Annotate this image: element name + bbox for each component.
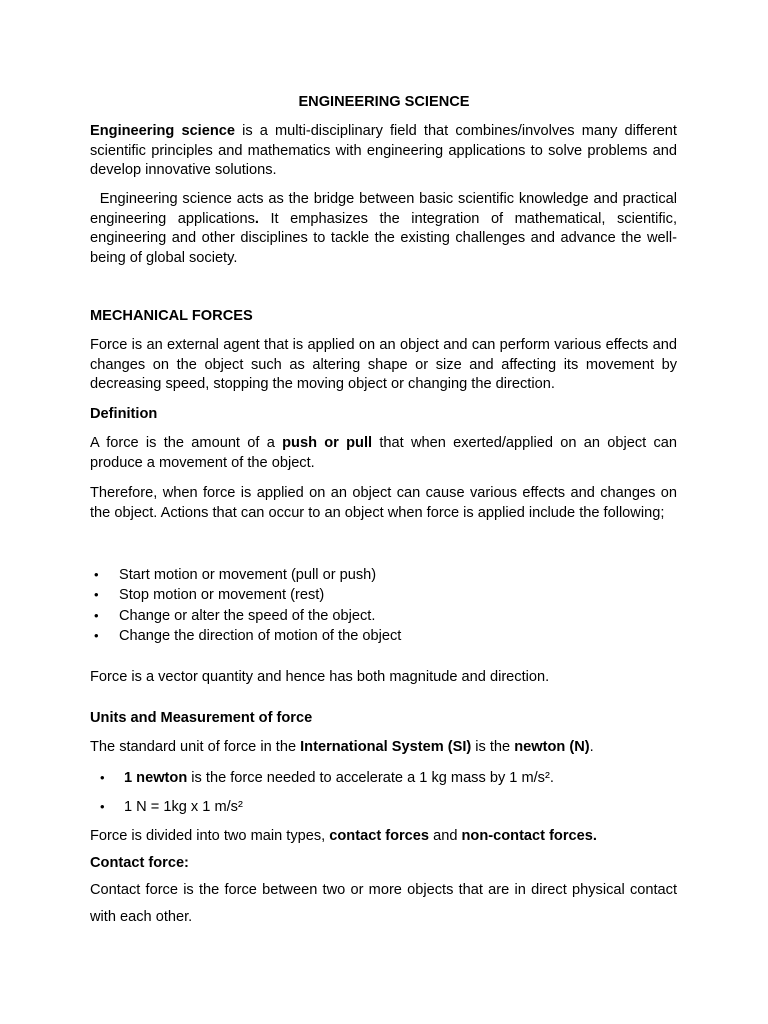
definition-after: that when exerted/applied on an object can produce a movement of the object.: [90, 435, 677, 471]
bridge-period: .: [254, 210, 259, 227]
standard-middle: is the: [471, 739, 515, 755]
newton-def: is the force needed to accelerate a 1 kg mass by 1 m/s².: [187, 770, 554, 786]
standard-after: .: [589, 739, 594, 755]
force-types-paragraph: [90, 827, 677, 847]
list-item: • Change the direction of motion of the object: [90, 626, 677, 646]
contact-force-paragraph: Contact force is the force between two or more objects that are in direct physical contact with each other.: [90, 882, 677, 925]
newton-bold: 1 newton: [124, 770, 188, 786]
vector-paragraph: Force is a vector quantity and hence has both magnitude and direction.: [90, 669, 550, 685]
list-item: [90, 768, 677, 788]
bridge-text-1: Engineering science acts as the bridge between basic scientific knowledge and practical engineering applications: [90, 191, 682, 227]
list-item: • Change or alter the speed of the object.: [90, 606, 677, 626]
effects-list: [90, 565, 677, 646]
noncontact-forces-bold: non-contact forces.: [461, 828, 597, 844]
contact-force-heading: Contact force:: [90, 855, 189, 871]
intro-paragraph: [90, 122, 677, 181]
definition-before: A force is the amount of a: [90, 435, 283, 451]
definition-paragraph: [90, 434, 677, 473]
formula-list: [90, 797, 677, 817]
types-before: Force is divided into two main types,: [90, 828, 330, 844]
list-item: • 1 N = 1kg x 1 m/s²: [90, 797, 677, 817]
standard-before: The standard unit of force in the: [90, 739, 301, 755]
bridge-paragraph: [90, 190, 682, 268]
types-middle: and: [429, 828, 462, 844]
si-system: International System (SI): [300, 739, 472, 755]
bridge-text-2: It emphasizes the integration of mathematical, scientific, engineering and other disciplines to tackle the existing challenges and advance the well-being of global society.: [90, 210, 682, 266]
page-title: ENGINEERING SCIENCE: [298, 94, 470, 110]
intro-term: Engineering science: [90, 123, 235, 139]
units-heading: Units and Measurement of force: [90, 710, 313, 726]
standard-unit-paragraph: [90, 738, 677, 758]
definition-heading: Definition: [90, 406, 158, 422]
intro-text: is a multi-disciplinary field that combines/involves many different scientific principles and mathematics with engineering applications to solve problems and develop innovative solutions.: [90, 123, 677, 178]
list-item: • Start motion or movement (pull or push): [90, 565, 677, 585]
list-item: • Stop motion or movement (rest): [90, 585, 677, 605]
contact-forces-bold: contact forces: [329, 828, 430, 844]
mechanical-forces-heading: MECHANICAL FORCES: [90, 308, 253, 324]
therefore-paragraph: Therefore, when force is applied on an object can cause various effects and changes on the object. Actions that can occur to an object when force is applied include the following;: [90, 485, 677, 521]
force-intro-paragraph: Force is an external agent that is applied on an object and can perform various effects and changes on the object such as altering shape or size and affecting its movement by decreasing speed, stopping the moving object or changing the direction.: [90, 337, 677, 392]
newton-list: [90, 768, 677, 788]
definition-bold: push or pull: [282, 435, 373, 451]
newton-unit: newton (N): [514, 739, 590, 755]
